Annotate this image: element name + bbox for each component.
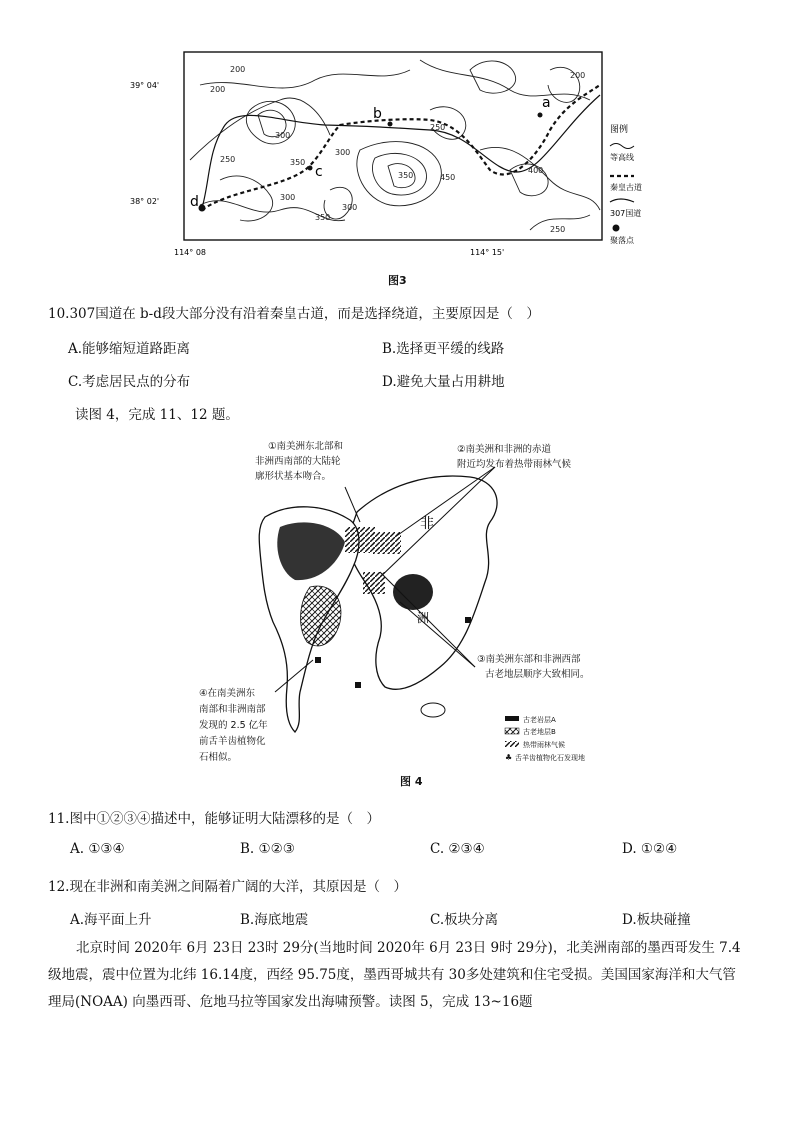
question-10-option-c: C.考虑居民点的分布: [68, 374, 191, 390]
question-12-option-c: C.板块分离: [430, 912, 499, 928]
svg-text:等高线: 等高线: [610, 153, 634, 162]
lon-label-east: 114° 15': [470, 248, 505, 257]
svg-text:①南美洲东北部和: ①南美洲东北部和: [268, 441, 344, 452]
africa-label-1: 非: [420, 516, 434, 532]
ancient-rock-sa: [345, 527, 375, 553]
point-a: a: [542, 95, 551, 111]
svg-text:聚落点: 聚落点: [610, 236, 634, 245]
question-12-stem: 12.现在非洲和南美洲之间隔着广阔的大洋，其原因是（ ）: [48, 879, 407, 895]
callout-1: [255, 440, 343, 482]
svg-text:307国道: 307国道: [610, 209, 642, 218]
svg-text:舌羊齿植物化石发现地: 舌羊齿植物化石发现地: [515, 754, 585, 762]
svg-text:250: 250: [550, 225, 566, 234]
continental-drift-map: [195, 432, 615, 770]
fossil-marker-2: [355, 682, 361, 688]
svg-text:②南美洲和非洲的赤道: ②南美洲和非洲的赤道: [457, 444, 552, 455]
callout-4: [199, 687, 268, 763]
settlement-b: [388, 122, 393, 127]
lat-label-north: 39° 04': [130, 81, 160, 90]
question-11-stem: 11.图中①②③④描述中，能够证明大陆漂移的是（ ）: [48, 811, 380, 827]
svg-text:300: 300: [280, 193, 296, 202]
svg-text:石相似。: 石相似。: [199, 752, 238, 763]
question-12-option-d: D.板块碰撞: [622, 912, 691, 928]
figure-4: [195, 432, 615, 770]
question-12-option-b: B.海底地震: [240, 912, 309, 928]
callout-3: [477, 653, 590, 680]
madagascar: [421, 703, 445, 717]
fossil-marker-3: [465, 617, 471, 623]
svg-text:350: 350: [398, 171, 414, 180]
svg-text:古老岩层A: 古老岩层A: [523, 716, 556, 724]
svg-text:南部和非洲南部: 南部和非洲南部: [199, 704, 266, 715]
svg-text:发现的 2.5 亿年: 发现的 2.5 亿年: [199, 720, 268, 731]
svg-text:♣: ♣: [505, 753, 513, 762]
svg-text:图例: 图例: [610, 125, 629, 135]
svg-text:200: 200: [210, 85, 226, 94]
svg-text:350: 350: [290, 158, 306, 167]
settlement-c: [308, 166, 313, 171]
figure-3-caption: 图3: [388, 274, 407, 287]
callout-2: [457, 443, 572, 470]
svg-text:200: 200: [570, 71, 586, 80]
question-11-option-b: B. ①②③: [240, 841, 295, 857]
figure4-legend: [505, 715, 585, 762]
figure-3: [130, 40, 670, 265]
svg-text:古老地层顺序大致相同。: 古老地层顺序大致相同。: [485, 669, 590, 680]
svg-text:300: 300: [275, 131, 291, 140]
figure3-legend: [610, 123, 642, 245]
question-12-option-a: A.海平面上升: [70, 912, 152, 928]
question-10-option-d: D.避免大量占用耕地: [382, 374, 505, 390]
svg-text:古老地层B: 古老地层B: [523, 728, 556, 736]
svg-text:热带雨林气候: 热带雨林气候: [523, 741, 565, 749]
question-10-option-b: B.选择更平缓的线路: [382, 341, 505, 357]
question-11-option-c: C. ②③④: [430, 841, 485, 857]
africa-label-2: 洲: [417, 611, 430, 625]
svg-text:非洲西南部的大陆轮: 非洲西南部的大陆轮: [255, 456, 341, 467]
question-10-option-a: A.能够缩短道路距离: [68, 341, 191, 357]
svg-text:300: 300: [342, 203, 358, 212]
point-c: c: [315, 164, 323, 180]
settlement-d: [199, 205, 206, 212]
ancient-strata-sa: [301, 586, 341, 646]
settlement-a: [538, 113, 543, 118]
svg-text:450: 450: [440, 173, 456, 182]
passage-13-16: 北京时间 2020年 6月 23日 23时 29分(当地时间 2020年 6月 23日 9时 29分)，北美洲南部的墨西哥发生 7.4级地震，震中位置为北纬 16.14度，西经 95.75度，墨西哥城共有 30多处建筑和住宅受损。美国国家海洋和大气管理局(NOAA) 向墨西哥、危地马拉等国家发出海啸预警。读图 5，完成 13~16题: [48, 940, 741, 1010]
svg-text:200: 200: [230, 65, 246, 74]
svg-text:附近均发布着热带雨林气候: 附近均发布着热带雨林气候: [457, 459, 572, 470]
lat-label-south: 38° 02': [130, 197, 160, 206]
svg-text:④在南美洲东: ④在南美洲东: [199, 688, 256, 699]
figure-4-caption: 图 4: [400, 775, 423, 788]
topographic-map: [130, 40, 670, 265]
svg-text:前舌羊齿植物化: 前舌羊齿植物化: [199, 736, 266, 747]
question-11-option-d: D. ①②④: [622, 841, 678, 857]
svg-text:300: 300: [335, 148, 351, 157]
fossil-marker-1: [315, 657, 321, 663]
lon-label-west: 114° 08: [174, 248, 206, 257]
svg-text:③南美洲东部和非洲西部: ③南美洲东部和非洲西部: [477, 654, 581, 665]
svg-text:秦皇古道: 秦皇古道: [610, 183, 642, 192]
point-d: d: [190, 194, 199, 210]
question-10-stem: 10.307国道在 b-d段大部分没有沿着秦皇古道，而是选择绕道，主要原因是（ ）: [48, 306, 540, 322]
svg-text:廓形状基本吻合。: 廓形状基本吻合。: [255, 471, 332, 482]
svg-text:250: 250: [430, 123, 446, 132]
point-b: b: [373, 106, 382, 122]
svg-text:400: 400: [528, 166, 544, 175]
svg-text:250: 250: [220, 155, 236, 164]
figure-4-intro: 读图 4，完成 11、12 题。: [75, 407, 239, 423]
question-11-option-a: A. ①③④: [70, 841, 125, 857]
svg-text:350: 350: [315, 213, 331, 222]
